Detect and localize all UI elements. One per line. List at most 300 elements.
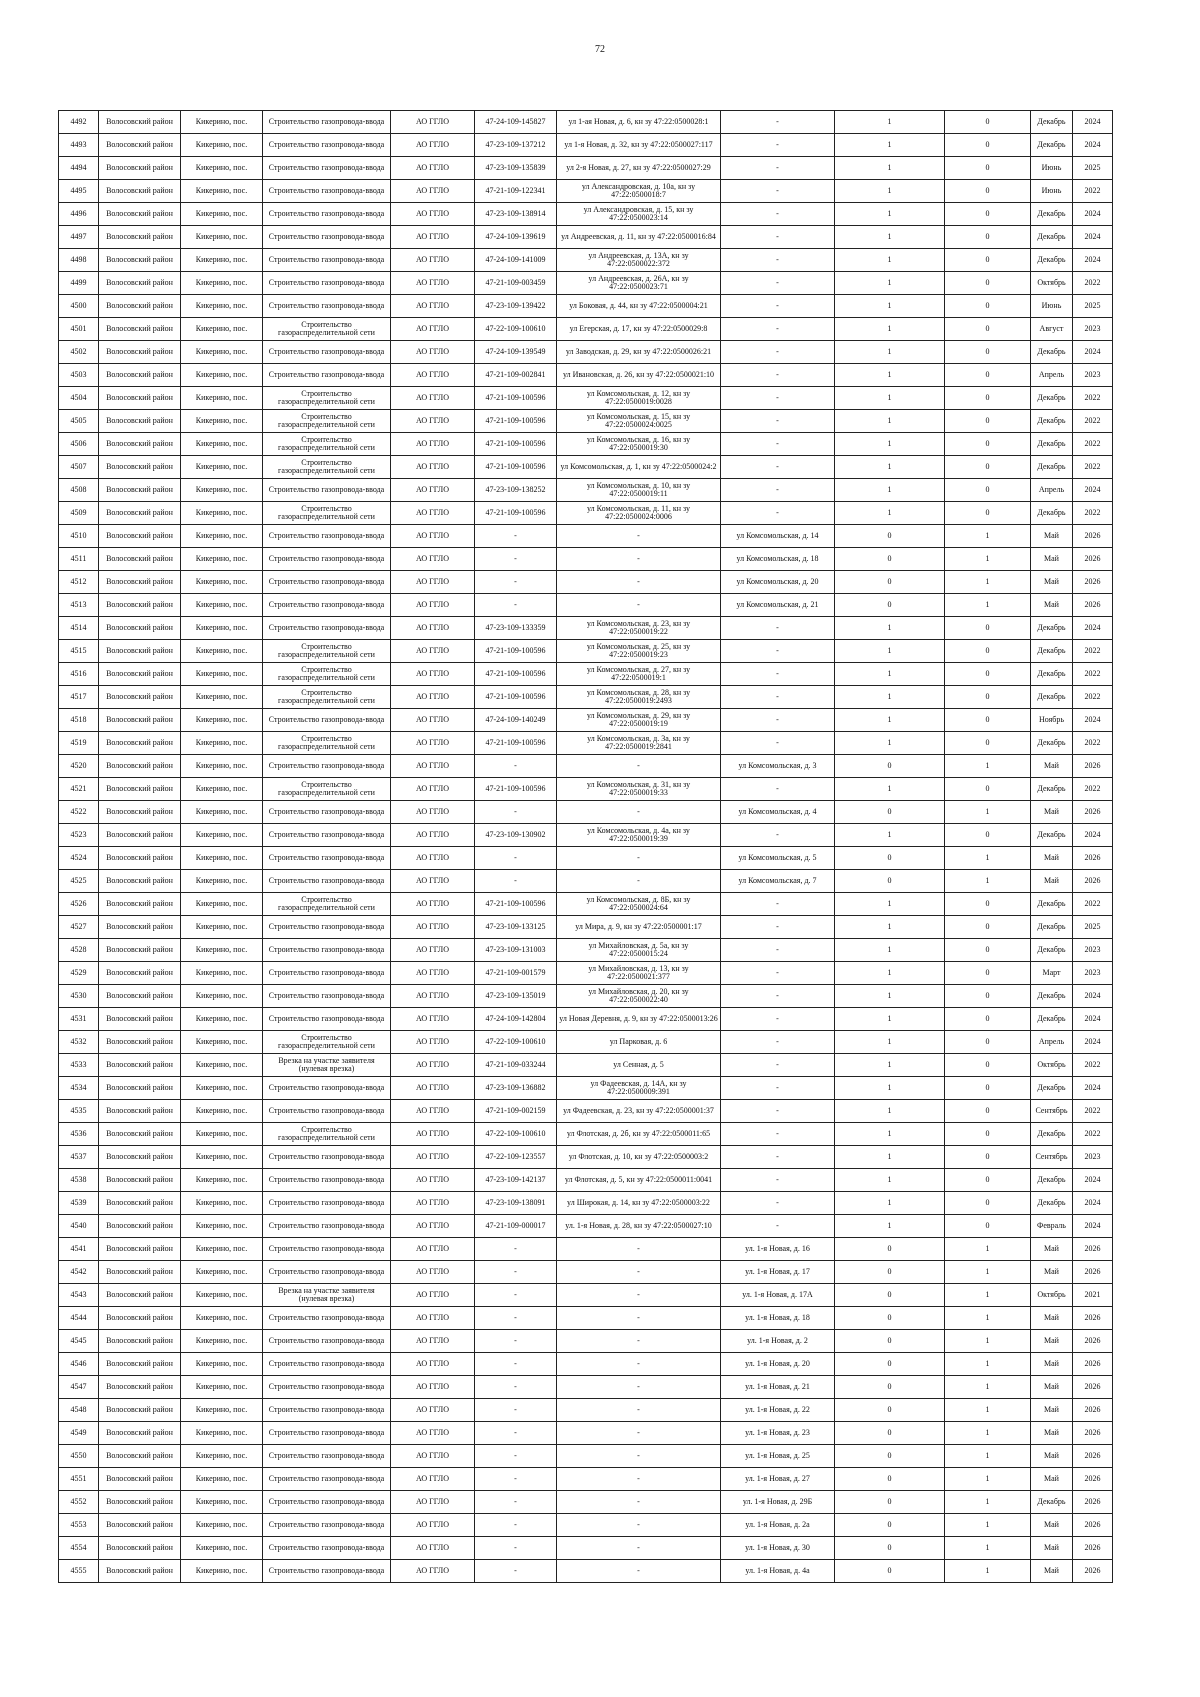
cell-settlement: Кикерино, пос. [181, 341, 263, 364]
table-row [59, 410, 1113, 433]
cell-month: Декабрь [1031, 387, 1073, 410]
cell-work-type: Строительство газопровода-ввода [263, 617, 391, 640]
cell-application-number: 47-21-109-002159 [475, 1100, 557, 1123]
cell-connected-flag: 1 [835, 709, 945, 732]
cell-year: 2024 [1073, 1169, 1113, 1192]
cell-applicant-address: ул Широкая, д. 14, кн зу 47:22:0500003:22 [557, 1192, 721, 1215]
cell-applicant-address: ул Фадеевская, д. 23, кн зу 47:22:0500001:37 [557, 1100, 721, 1123]
cell-applicant-address: - [557, 571, 721, 594]
cell-planned-flag: 1 [945, 1284, 1031, 1307]
cell-operator: АО ГГЛО [391, 1514, 475, 1537]
table-row [59, 916, 1113, 939]
cell-settlement: Кикерино, пос. [181, 801, 263, 824]
cell-operator: АО ГГЛО [391, 456, 475, 479]
cell-applicant-address: ул Мира, д. 9, кн зу 47:22:0500001:17 [557, 916, 721, 939]
cell-operator: АО ГГЛО [391, 1491, 475, 1514]
cell-row-number: 4544 [59, 1307, 99, 1330]
cell-application-number: - [475, 1422, 557, 1445]
cell-planned-address: - [721, 226, 835, 249]
cell-year: 2022 [1073, 180, 1113, 203]
cell-planned-address: - [721, 686, 835, 709]
cell-year: 2024 [1073, 1008, 1113, 1031]
cell-district: Волосовский район [99, 226, 181, 249]
cell-operator: АО ГГЛО [391, 1169, 475, 1192]
cell-applicant-address: ул Флотская, д. 5, кн зу 47:22:0500011:0041 [557, 1169, 721, 1192]
cell-row-number: 4548 [59, 1399, 99, 1422]
cell-month: Декабрь [1031, 1123, 1073, 1146]
cell-work-type: Строительство газораспределительной сети [263, 456, 391, 479]
cell-applicant-address: ул Комсомольская, д. 16, кн зу 47:22:0500019:30 [557, 433, 721, 456]
cell-application-number: 47-21-109-100596 [475, 663, 557, 686]
cell-planned-address: ул Комсомольская, д. 18 [721, 548, 835, 571]
cell-settlement: Кикерино, пос. [181, 364, 263, 387]
cell-applicant-address: ул Александровская, д. 15, кн зу 47:22:0500023:14 [557, 203, 721, 226]
cell-district: Волосовский район [99, 318, 181, 341]
cell-planned-flag: 0 [945, 295, 1031, 318]
cell-settlement: Кикерино, пос. [181, 1514, 263, 1537]
cell-connected-flag: 1 [835, 226, 945, 249]
cell-application-number: - [475, 870, 557, 893]
cell-operator: АО ГГЛО [391, 916, 475, 939]
cell-year: 2026 [1073, 1445, 1113, 1468]
cell-planned-address: ул. 1-я Новая, д. 20 [721, 1353, 835, 1376]
cell-operator: АО ГГЛО [391, 1100, 475, 1123]
cell-row-number: 4495 [59, 180, 99, 203]
cell-application-number: 47-22-109-100610 [475, 1031, 557, 1054]
cell-district: Волосовский район [99, 1376, 181, 1399]
cell-work-type: Строительство газопровода-ввода [263, 1008, 391, 1031]
cell-month: Май [1031, 1468, 1073, 1491]
cell-planned-address: ул. 1-я Новая, д. 25 [721, 1445, 835, 1468]
cell-month: Декабрь [1031, 732, 1073, 755]
cell-work-type: Строительство газопровода-ввода [263, 1100, 391, 1123]
cell-year: 2026 [1073, 1537, 1113, 1560]
cell-applicant-address: ул Михайловская, д. 20, кн зу 47:22:0500022:40 [557, 985, 721, 1008]
cell-operator: АО ГГЛО [391, 433, 475, 456]
table-row [59, 893, 1113, 916]
cell-planned-address: - [721, 893, 835, 916]
cell-year: 2026 [1073, 1353, 1113, 1376]
cell-district: Волосовский район [99, 1238, 181, 1261]
cell-year: 2025 [1073, 157, 1113, 180]
cell-planned-address: - [721, 640, 835, 663]
cell-settlement: Кикерино, пос. [181, 295, 263, 318]
cell-planned-flag: 1 [945, 847, 1031, 870]
cell-row-number: 4529 [59, 962, 99, 985]
cell-work-type: Строительство газопровода-ввода [263, 1537, 391, 1560]
cell-district: Волосовский район [99, 387, 181, 410]
table-row [59, 571, 1113, 594]
cell-operator: АО ГГЛО [391, 1560, 475, 1583]
cell-row-number: 4516 [59, 663, 99, 686]
cell-application-number: 47-21-109-003459 [475, 272, 557, 295]
cell-district: Волосовский район [99, 525, 181, 548]
cell-planned-flag: 0 [945, 226, 1031, 249]
cell-connected-flag: 0 [835, 1330, 945, 1353]
cell-planned-flag: 0 [945, 916, 1031, 939]
cell-work-type: Строительство газопровода-ввода [263, 157, 391, 180]
table-row [59, 1123, 1113, 1146]
cell-applicant-address: - [557, 1514, 721, 1537]
cell-operator: АО ГГЛО [391, 387, 475, 410]
cell-month: Декабрь [1031, 341, 1073, 364]
table-row [59, 1537, 1113, 1560]
table-row [59, 1491, 1113, 1514]
cell-planned-flag: 0 [945, 1215, 1031, 1238]
cell-row-number: 4547 [59, 1376, 99, 1399]
cell-row-number: 4524 [59, 847, 99, 870]
cell-planned-flag: 0 [945, 893, 1031, 916]
cell-application-number: 47-21-109-100596 [475, 893, 557, 916]
cell-district: Волосовский район [99, 617, 181, 640]
cell-planned-address: - [721, 479, 835, 502]
cell-application-number: - [475, 1238, 557, 1261]
cell-district: Волосовский район [99, 847, 181, 870]
cell-work-type: Строительство газопровода-ввода [263, 479, 391, 502]
cell-operator: АО ГГЛО [391, 1008, 475, 1031]
cell-planned-address: - [721, 318, 835, 341]
cell-month: Декабрь [1031, 226, 1073, 249]
cell-row-number: 4504 [59, 387, 99, 410]
cell-month: Декабрь [1031, 824, 1073, 847]
cell-settlement: Кикерино, пос. [181, 1008, 263, 1031]
cell-row-number: 4554 [59, 1537, 99, 1560]
cell-connected-flag: 1 [835, 157, 945, 180]
cell-application-number: 47-21-109-100596 [475, 410, 557, 433]
cell-work-type: Строительство газораспределительной сети [263, 732, 391, 755]
cell-year: 2025 [1073, 295, 1113, 318]
table-row [59, 1100, 1113, 1123]
cell-district: Волосовский район [99, 1261, 181, 1284]
cell-planned-address: - [721, 1054, 835, 1077]
cell-year: 2023 [1073, 1146, 1113, 1169]
cell-planned-address: - [721, 134, 835, 157]
cell-month: Май [1031, 1560, 1073, 1583]
table-row [59, 985, 1113, 1008]
cell-work-type: Строительство газопровода-ввода [263, 272, 391, 295]
cell-application-number: 47-21-109-033244 [475, 1054, 557, 1077]
cell-year: 2026 [1073, 1560, 1113, 1583]
cell-operator: АО ГГЛО [391, 295, 475, 318]
cell-operator: АО ГГЛО [391, 939, 475, 962]
table-row [59, 433, 1113, 456]
cell-planned-flag: 1 [945, 1491, 1031, 1514]
cell-district: Волосовский район [99, 893, 181, 916]
cell-district: Волосовский район [99, 249, 181, 272]
cell-work-type: Строительство газопровода-ввода [263, 1261, 391, 1284]
cell-planned-flag: 1 [945, 594, 1031, 617]
cell-year: 2024 [1073, 1192, 1113, 1215]
cell-connected-flag: 1 [835, 916, 945, 939]
cell-work-type: Строительство газопровода-ввода [263, 1376, 391, 1399]
cell-operator: АО ГГЛО [391, 1215, 475, 1238]
cell-work-type: Строительство газопровода-ввода [263, 1192, 391, 1215]
cell-planned-address: - [721, 617, 835, 640]
cell-operator: АО ГГЛО [391, 272, 475, 295]
table-row [59, 1353, 1113, 1376]
cell-month: Апрель [1031, 1031, 1073, 1054]
cell-connected-flag: 1 [835, 1100, 945, 1123]
cell-month: Декабрь [1031, 456, 1073, 479]
cell-application-number: - [475, 1491, 557, 1514]
cell-settlement: Кикерино, пос. [181, 732, 263, 755]
cell-settlement: Кикерино, пос. [181, 1169, 263, 1192]
cell-work-type: Строительство газопровода-ввода [263, 870, 391, 893]
cell-operator: АО ГГЛО [391, 1445, 475, 1468]
cell-work-type: Строительство газопровода-ввода [263, 939, 391, 962]
cell-settlement: Кикерино, пос. [181, 203, 263, 226]
table-row [59, 111, 1113, 134]
cell-year: 2024 [1073, 479, 1113, 502]
cell-year: 2022 [1073, 663, 1113, 686]
cell-settlement: Кикерино, пос. [181, 180, 263, 203]
cell-district: Волосовский район [99, 1353, 181, 1376]
cell-settlement: Кикерино, пос. [181, 410, 263, 433]
cell-planned-flag: 0 [945, 134, 1031, 157]
cell-applicant-address: - [557, 1468, 721, 1491]
cell-application-number: 47-21-109-100596 [475, 502, 557, 525]
cell-year: 2022 [1073, 893, 1113, 916]
cell-planned-address: ул. 1-я Новая, д. 22 [721, 1399, 835, 1422]
cell-district: Волосовский район [99, 571, 181, 594]
cell-operator: АО ГГЛО [391, 1077, 475, 1100]
table-row [59, 1215, 1113, 1238]
table-row [59, 548, 1113, 571]
table-row [59, 594, 1113, 617]
table-row [59, 870, 1113, 893]
cell-settlement: Кикерино, пос. [181, 1054, 263, 1077]
cell-planned-flag: 0 [945, 663, 1031, 686]
cell-district: Волосовский район [99, 456, 181, 479]
cell-district: Волосовский район [99, 479, 181, 502]
cell-applicant-address: - [557, 548, 721, 571]
cell-applicant-address: - [557, 594, 721, 617]
cell-connected-flag: 1 [835, 410, 945, 433]
cell-planned-flag: 1 [945, 755, 1031, 778]
cell-planned-flag: 0 [945, 686, 1031, 709]
table-row [59, 801, 1113, 824]
cell-month: Октябрь [1031, 1054, 1073, 1077]
cell-year: 2022 [1073, 732, 1113, 755]
cell-year: 2022 [1073, 640, 1113, 663]
cell-connected-flag: 0 [835, 1560, 945, 1583]
cell-applicant-address: ул Ивановская, д. 26, кн зу 47:22:0500021:10 [557, 364, 721, 387]
cell-connected-flag: 1 [835, 1169, 945, 1192]
table-row [59, 1514, 1113, 1537]
cell-connected-flag: 1 [835, 962, 945, 985]
cell-connected-flag: 0 [835, 1261, 945, 1284]
cell-planned-flag: 0 [945, 1192, 1031, 1215]
cell-planned-address: ул Комсомольская, д. 3 [721, 755, 835, 778]
cell-applicant-address: - [557, 1284, 721, 1307]
cell-work-type: Строительство газораспределительной сети [263, 410, 391, 433]
cell-settlement: Кикерино, пос. [181, 847, 263, 870]
cell-month: Май [1031, 801, 1073, 824]
cell-work-type: Строительство газораспределительной сети [263, 640, 391, 663]
cell-application-number: 47-24-109-140249 [475, 709, 557, 732]
cell-district: Волосовский район [99, 433, 181, 456]
cell-work-type: Строительство газопровода-ввода [263, 180, 391, 203]
cell-row-number: 4521 [59, 778, 99, 801]
cell-month: Апрель [1031, 479, 1073, 502]
cell-operator: АО ГГЛО [391, 1261, 475, 1284]
cell-planned-address: - [721, 295, 835, 318]
cell-applicant-address: ул Комсомольская, д. 28, кн зу 47:22:0500019:2493 [557, 686, 721, 709]
cell-row-number: 4512 [59, 571, 99, 594]
cell-connected-flag: 0 [835, 1491, 945, 1514]
cell-settlement: Кикерино, пос. [181, 755, 263, 778]
cell-connected-flag: 1 [835, 203, 945, 226]
cell-settlement: Кикерино, пос. [181, 663, 263, 686]
cell-settlement: Кикерино, пос. [181, 479, 263, 502]
cell-work-type: Строительство газопровода-ввода [263, 1560, 391, 1583]
cell-work-type: Строительство газопровода-ввода [263, 1422, 391, 1445]
table-row [59, 1192, 1113, 1215]
cell-operator: АО ГГЛО [391, 134, 475, 157]
table-row [59, 1077, 1113, 1100]
cell-connected-flag: 0 [835, 755, 945, 778]
cell-planned-address: - [721, 1008, 835, 1031]
cell-connected-flag: 1 [835, 1123, 945, 1146]
cell-application-number: 47-24-109-139619 [475, 226, 557, 249]
cell-work-type: Строительство газопровода-ввода [263, 824, 391, 847]
cell-planned-flag: 1 [945, 1445, 1031, 1468]
cell-planned-flag: 1 [945, 870, 1031, 893]
cell-planned-address: - [721, 1169, 835, 1192]
cell-settlement: Кикерино, пос. [181, 709, 263, 732]
cell-settlement: Кикерино, пос. [181, 1238, 263, 1261]
cell-applicant-address: ул Боковая, д. 44, кн зу 47:22:0500004:21 [557, 295, 721, 318]
cell-settlement: Кикерино, пос. [181, 1376, 263, 1399]
cell-year: 2022 [1073, 778, 1113, 801]
cell-application-number: 47-22-109-100610 [475, 1123, 557, 1146]
cell-settlement: Кикерино, пос. [181, 985, 263, 1008]
cell-connected-flag: 1 [835, 1031, 945, 1054]
cell-connected-flag: 1 [835, 686, 945, 709]
cell-work-type: Строительство газораспределительной сети [263, 1123, 391, 1146]
cell-applicant-address: - [557, 1422, 721, 1445]
cell-planned-flag: 0 [945, 709, 1031, 732]
cell-settlement: Кикерино, пос. [181, 824, 263, 847]
cell-month: Май [1031, 1261, 1073, 1284]
cell-planned-flag: 0 [945, 157, 1031, 180]
cell-settlement: Кикерино, пос. [181, 318, 263, 341]
cell-applicant-address: ул Михайловская, д. 13, кн зу 47:22:0500021:377 [557, 962, 721, 985]
cell-planned-flag: 0 [945, 617, 1031, 640]
cell-district: Волосовский район [99, 1008, 181, 1031]
cell-settlement: Кикерино, пос. [181, 1491, 263, 1514]
cell-operator: АО ГГЛО [391, 1330, 475, 1353]
cell-work-type: Строительство газопровода-ввода [263, 134, 391, 157]
cell-district: Волосовский район [99, 1422, 181, 1445]
cell-planned-flag: 0 [945, 824, 1031, 847]
table-row [59, 617, 1113, 640]
cell-work-type: Строительство газораспределительной сети [263, 433, 391, 456]
table-row [59, 1238, 1113, 1261]
cell-planned-flag: 0 [945, 1169, 1031, 1192]
cell-work-type: Строительство газораспределительной сети [263, 1031, 391, 1054]
cell-application-number: 47-23-109-137212 [475, 134, 557, 157]
cell-district: Волосовский район [99, 663, 181, 686]
cell-row-number: 4501 [59, 318, 99, 341]
cell-application-number: - [475, 1376, 557, 1399]
cell-operator: АО ГГЛО [391, 341, 475, 364]
cell-work-type: Строительство газопровода-ввода [263, 985, 391, 1008]
cell-district: Волосовский район [99, 203, 181, 226]
table-row [59, 318, 1113, 341]
cell-planned-flag: 1 [945, 1514, 1031, 1537]
cell-connected-flag: 1 [835, 502, 945, 525]
cell-month: Декабрь [1031, 893, 1073, 916]
cell-district: Волосовский район [99, 916, 181, 939]
cell-planned-flag: 0 [945, 939, 1031, 962]
cell-applicant-address: ул Андреевская, д. 13А, кн зу 47:22:0500022:372 [557, 249, 721, 272]
cell-connected-flag: 0 [835, 548, 945, 571]
cell-district: Волосовский район [99, 1491, 181, 1514]
cell-work-type: Строительство газопровода-ввода [263, 847, 391, 870]
cell-work-type: Строительство газопровода-ввода [263, 548, 391, 571]
cell-planned-flag: 0 [945, 1123, 1031, 1146]
cell-applicant-address: ул Комсомольская, д. 11, кн зу 47:22:0500024:0006 [557, 502, 721, 525]
cell-row-number: 4496 [59, 203, 99, 226]
cell-row-number: 4528 [59, 939, 99, 962]
cell-work-type: Строительство газопровода-ввода [263, 571, 391, 594]
cell-settlement: Кикерино, пос. [181, 1445, 263, 1468]
cell-district: Волосовский район [99, 1468, 181, 1491]
cell-planned-flag: 1 [945, 1353, 1031, 1376]
cell-applicant-address: ул Комсомольская, д. 23, кн зу 47:22:0500019:22 [557, 617, 721, 640]
cell-year: 2024 [1073, 617, 1113, 640]
cell-application-number: - [475, 1261, 557, 1284]
cell-applicant-address: ул Флотская, д. 10, кн зу 47:22:0500003:2 [557, 1146, 721, 1169]
cell-connected-flag: 0 [835, 847, 945, 870]
table-row [59, 962, 1113, 985]
cell-applicant-address: - [557, 1399, 721, 1422]
cell-settlement: Кикерино, пос. [181, 778, 263, 801]
cell-month: Декабрь [1031, 617, 1073, 640]
cell-operator: АО ГГЛО [391, 755, 475, 778]
cell-application-number: 47-23-109-131003 [475, 939, 557, 962]
cell-settlement: Кикерино, пос. [181, 1353, 263, 1376]
cell-work-type: Строительство газопровода-ввода [263, 962, 391, 985]
cell-work-type: Строительство газопровода-ввода [263, 203, 391, 226]
cell-operator: АО ГГЛО [391, 709, 475, 732]
cell-year: 2026 [1073, 1468, 1113, 1491]
cell-district: Волосовский район [99, 824, 181, 847]
cell-district: Волосовский район [99, 295, 181, 318]
cell-year: 2026 [1073, 1399, 1113, 1422]
cell-operator: АО ГГЛО [391, 157, 475, 180]
cell-district: Волосовский район [99, 1284, 181, 1307]
cell-planned-flag: 1 [945, 1238, 1031, 1261]
cell-planned-flag: 0 [945, 341, 1031, 364]
cell-application-number: 47-23-109-138252 [475, 479, 557, 502]
cell-row-number: 4538 [59, 1169, 99, 1192]
cell-month: Август [1031, 318, 1073, 341]
cell-planned-flag: 0 [945, 111, 1031, 134]
cell-month: Октябрь [1031, 1284, 1073, 1307]
cell-planned-address: - [721, 778, 835, 801]
cell-year: 2022 [1073, 456, 1113, 479]
cell-application-number: 47-23-109-136882 [475, 1077, 557, 1100]
cell-connected-flag: 1 [835, 778, 945, 801]
cell-applicant-address: ул 2-я Новая, д. 27, кн зу 47:22:0500027:29 [557, 157, 721, 180]
cell-planned-address: - [721, 341, 835, 364]
cell-planned-address: - [721, 824, 835, 847]
cell-month: Июнь [1031, 180, 1073, 203]
cell-connected-flag: 1 [835, 732, 945, 755]
cell-application-number: 47-21-109-100596 [475, 732, 557, 755]
